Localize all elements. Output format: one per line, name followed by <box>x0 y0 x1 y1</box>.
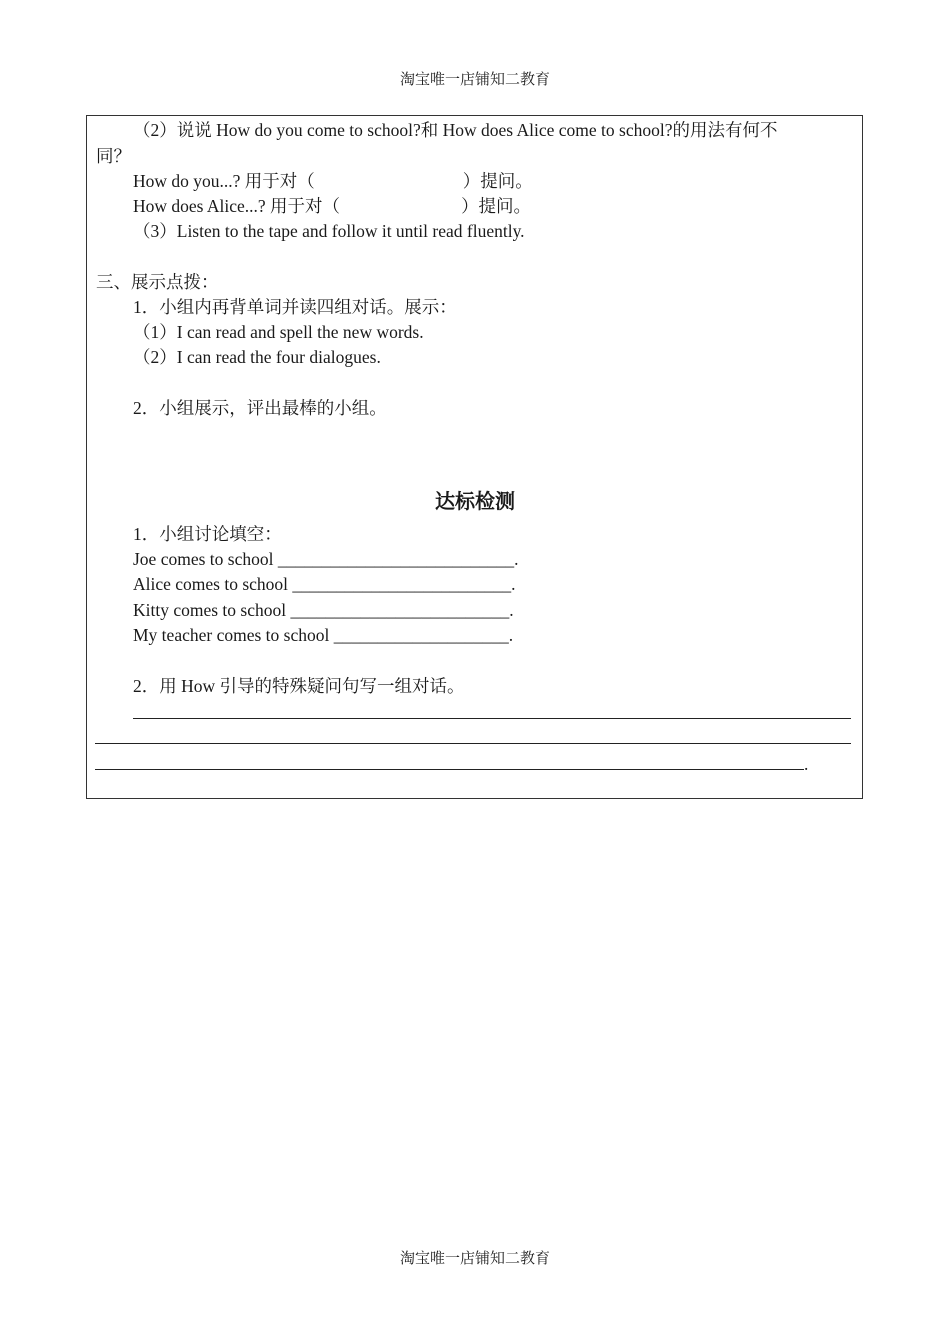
q3-line: （3）Listen to the tape and follow it until read fluently. <box>133 221 525 241</box>
section-three-item1-b: （2）I can read the four dialogues. <box>133 347 381 367</box>
writing-end-period: . <box>804 754 809 774</box>
test-heading: 达标检测 <box>435 489 515 513</box>
test-item2: 2．用 How 引导的特殊疑问句写一组对话。 <box>133 676 465 696</box>
q2-line2: 同？ <box>96 146 131 166</box>
section-three-title: 三、展示点拨： <box>96 272 219 292</box>
section-three-item1-a: （1）I can read and spell the new words. <box>133 322 424 342</box>
page-footer: 淘宝唯一店铺知二教育 <box>399 1251 550 1267</box>
page-header: 淘宝唯一店铺知二教育 <box>399 72 550 88</box>
q2-a-pre: How do you...? 用于对（ <box>133 171 315 191</box>
fill-line-kitty: Kitty comes to school _________________________. <box>133 600 514 620</box>
section-three-item1: 1．小组内再背单词并读四组对话。展示： <box>133 297 457 317</box>
fill-line-joe: Joe comes to school ___________________________. <box>133 549 519 569</box>
q2-b <box>133 195 531 217</box>
q2-a <box>133 170 533 192</box>
fill-line-alice: Alice comes to school _________________________. <box>133 574 516 594</box>
q2-line1: （2）说说 How do you come to school?和 How does Alice come to school?的用法有何不 <box>133 120 778 140</box>
writing-line-3 <box>95 769 804 770</box>
q2-b-post: ）提问。 <box>461 196 532 216</box>
writing-line-2 <box>95 743 851 744</box>
section-three-item2: 2．小组展示，评出最棒的小组。 <box>133 398 387 418</box>
q2-b-pre: How does Alice...? 用于对（ <box>133 196 341 216</box>
test-item1: 1．小组讨论填空： <box>133 524 282 544</box>
fill-line-teacher: My teacher comes to school ____________________. <box>133 625 514 645</box>
q2-a-post: ）提问。 <box>462 171 533 191</box>
writing-line-1 <box>133 718 851 719</box>
